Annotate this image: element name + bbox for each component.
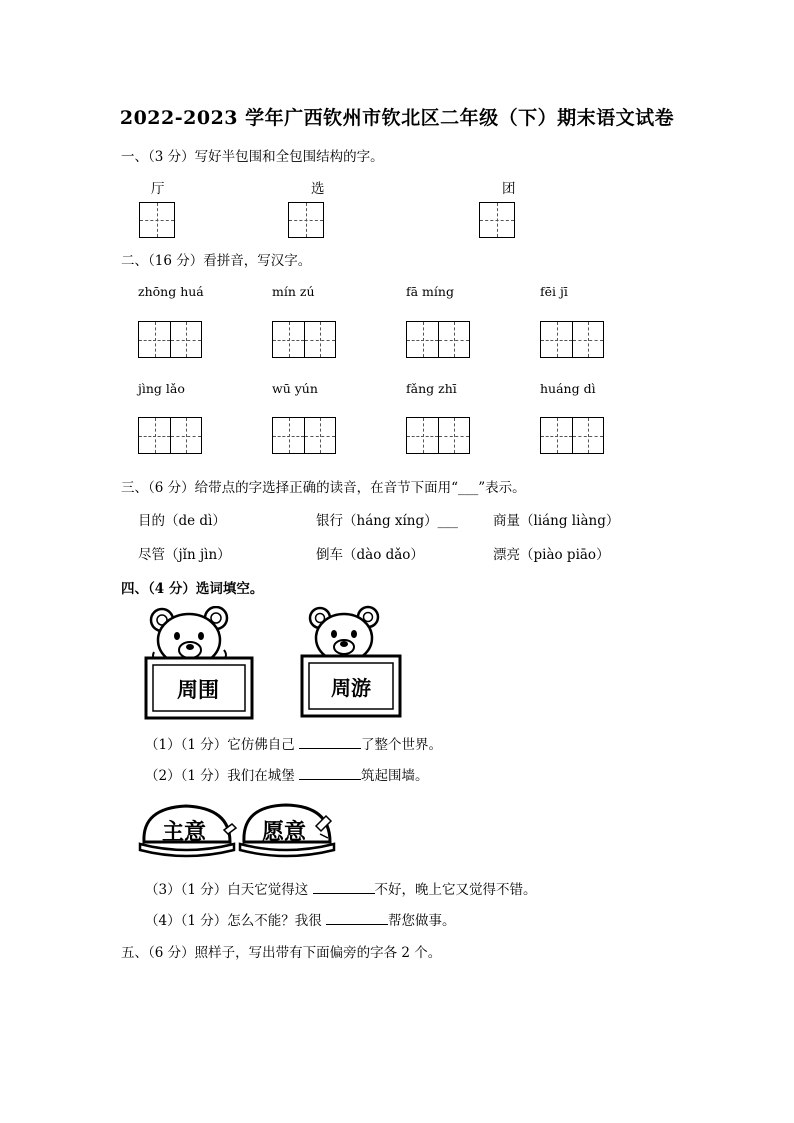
bear-sign-illustration-2: [296, 604, 406, 720]
q4-sentence-3-text: （3）（1 分）白天它觉得这: [145, 882, 313, 898]
q1-writing-box-3[interactable]: [479, 202, 515, 238]
q2-pinyin-7: fǎng zhī: [406, 381, 457, 396]
q1-char-1: 厅: [151, 181, 165, 197]
q4-sentence-3: [145, 878, 537, 898]
q2-pinyin-6: wū yún: [272, 381, 318, 396]
q3-item-4: 尽管（jǐn jìn）: [138, 547, 231, 563]
q4-sentence-1-text: （1）（1 分）它仿佛自己: [145, 737, 300, 753]
q1-writing-box-1[interactable]: [139, 202, 175, 238]
q5-heading: 五、（6 分）照样子，写出带有下面偏旁的字各 2 个。: [121, 945, 442, 961]
q1-char-3: 团: [502, 181, 516, 197]
q2-heading: 二、（16 分）看拼音，写汉字。: [121, 253, 312, 269]
q2-pinyin-4: fēi jī: [540, 284, 568, 299]
q3-item-6: 漂亮（piào piāo）: [493, 547, 610, 563]
q2-writing-box-4[interactable]: [540, 321, 604, 358]
q4-sentence-2: [145, 764, 429, 784]
q2-pinyin-8: huáng dì: [540, 381, 596, 396]
q2-pinyin-5: jìng lǎo: [138, 381, 185, 396]
q2-writing-box-7[interactable]: [406, 417, 470, 454]
bear-sign-word-1: 周围: [177, 678, 219, 702]
q2-writing-box-2[interactable]: [272, 321, 336, 358]
q2-pinyin-2: mín zú: [272, 284, 315, 299]
q4-sentence-4-end: 帮您做事。: [388, 913, 456, 929]
q4-sentence-4-text: （4）（1 分）怎么不能？我很: [145, 913, 327, 929]
q4-sentence-2-text: （2）（1 分）我们在城堡: [145, 768, 300, 784]
q4-answer-blank-1[interactable]: [299, 735, 361, 749]
q4-sentence-4: [145, 909, 456, 929]
q2-pinyin-3: fā míng: [406, 284, 454, 299]
q1-writing-box-2[interactable]: [288, 202, 324, 238]
melon-word-2: 愿意: [261, 820, 307, 845]
q3-item-2: 银行（háng xíng）___: [316, 513, 458, 529]
q3-item-5: 倒车（dào dǎo）: [316, 547, 424, 563]
q1-heading: 一、（3 分）写好半包围和全包围结构的字。: [121, 149, 384, 165]
bear-sign-word-2: 周游: [331, 676, 371, 700]
q4-sentence-2-end: 筑起围墙。: [361, 768, 429, 784]
bear-sign-illustration-1: [140, 606, 260, 722]
exam-title: 2022-2023 学年广西钦州市钦北区二年级（下）期末语文试卷: [119, 107, 675, 129]
q4-answer-blank-3[interactable]: [313, 880, 375, 894]
q2-writing-box-3[interactable]: [406, 321, 470, 358]
q4-heading: 四、（4 分）选词填空。: [121, 581, 264, 597]
q4-sentence-1: [145, 733, 442, 753]
q2-writing-box-1[interactable]: [138, 321, 202, 358]
q4-sentence-3-end: 不好，晚上它又觉得不错。: [374, 882, 537, 898]
q4-sentence-1-end: 了整个世界。: [361, 737, 443, 753]
q4-answer-blank-4[interactable]: [326, 911, 388, 925]
q3-heading: 三、（6 分）给带点的字选择正确的读音，在音节下面用“___”表示。: [121, 480, 526, 496]
q2-writing-box-6[interactable]: [272, 417, 336, 454]
q3-item-1: 目的（de dì）: [138, 513, 226, 529]
melon-word-1: 主意: [161, 820, 207, 845]
q2-writing-box-5[interactable]: [138, 417, 202, 454]
melon-word-illustration: [138, 800, 338, 864]
q3-item-3: 商量（liáng liàng）: [493, 513, 620, 529]
q2-pinyin-1: zhōng huá: [138, 284, 204, 299]
q2-writing-box-8[interactable]: [540, 417, 604, 454]
q4-answer-blank-2[interactable]: [299, 766, 361, 780]
q1-char-2: 选: [311, 181, 325, 197]
